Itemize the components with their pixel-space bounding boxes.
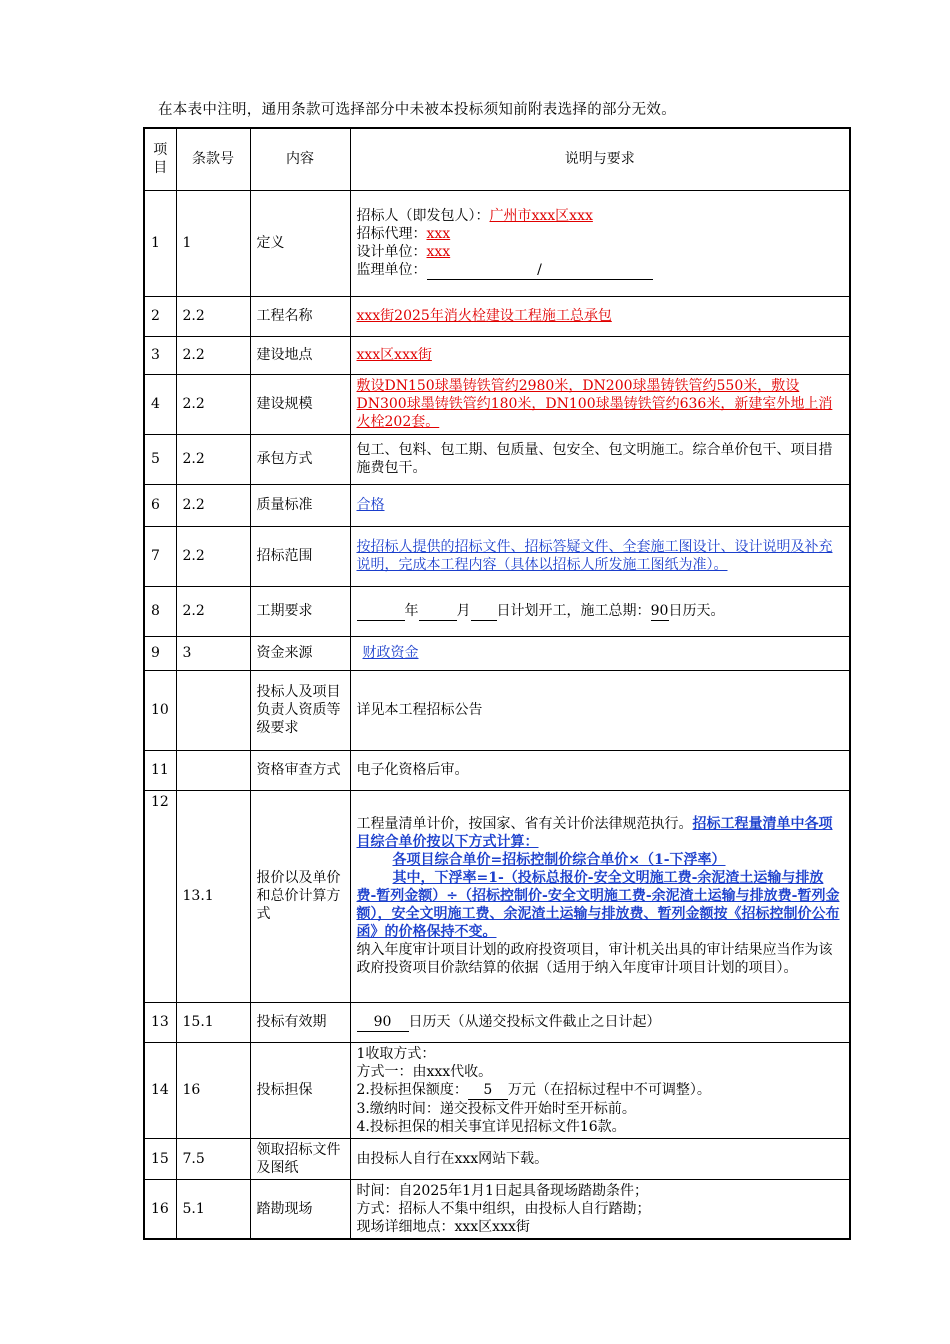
fund-source: 财政资金 xyxy=(362,645,419,661)
supervisor-value: / xyxy=(427,261,653,280)
pricing-discount-text: 其中，下浮率=1-（投标总报价-安全文明施工费-余泥渣土运输与排放费-暂列金额）÷（招标控制价-安全文明施工费-余泥渣土运输与排放费-暂列金额），安全文明施工费、余泥渣土运输与排放费、暂列金额按《招标控制价公布函》的价格保持不变。 xyxy=(356,870,840,940)
row-content: 领取招标文件及图纸 xyxy=(250,1138,350,1179)
tenderer-value: 广州市xxx区xxx xyxy=(489,207,593,224)
row-desc: 电子化资格后审。 xyxy=(350,750,850,790)
table-row xyxy=(144,790,850,1002)
site-visit-location: 现场详细地点：xxx区xxx街 xyxy=(356,1218,530,1235)
row-content: 质量标准 xyxy=(250,484,350,526)
row-no: 12 xyxy=(144,790,176,1002)
site-visit-time: 时间：自2025年1月1日起具备现场踏勘条件； xyxy=(356,1182,648,1199)
row-content: 踏勘现场 xyxy=(250,1179,350,1239)
header-clause: 条款号 xyxy=(176,128,250,190)
blank-month xyxy=(419,602,457,621)
table-row xyxy=(144,636,850,670)
row-clause xyxy=(176,750,250,790)
row-content: 投标担保 xyxy=(250,1042,350,1138)
row-no: 11 xyxy=(144,750,176,790)
row-clause: 16 xyxy=(176,1042,250,1138)
table-row xyxy=(144,374,850,434)
site-visit-method: 方式：招标人不集中组织，由投标人自行踏勘； xyxy=(356,1200,651,1217)
row-no: 5 xyxy=(144,434,176,484)
pricing-formula xyxy=(357,851,844,869)
row-no: 13 xyxy=(144,1002,176,1042)
project-name: xxx街2025年消火栓建设工程施工总承包 xyxy=(356,308,612,324)
row-content: 承包方式 xyxy=(250,434,350,484)
designer-label: 设计单位： xyxy=(356,243,427,260)
row-desc xyxy=(350,586,850,636)
row-clause: 2.2 xyxy=(176,586,250,636)
pricing-discount xyxy=(357,869,844,941)
blank-day xyxy=(471,602,497,621)
row-no: 10 xyxy=(144,670,176,750)
agent-value: xxx xyxy=(426,225,451,242)
row-clause: 2.2 xyxy=(176,374,250,434)
start-label: 日计划开工，施工总期： xyxy=(496,602,651,619)
row-desc xyxy=(350,790,850,1002)
row-clause: 2.2 xyxy=(176,526,250,586)
row-no: 14 xyxy=(144,1042,176,1138)
row-no: 15 xyxy=(144,1138,176,1179)
row-content: 投标有效期 xyxy=(250,1002,350,1042)
pricing-rule-intro: 招标工程量清单中各项目综合单价按以下方式计算： xyxy=(356,816,833,850)
row-clause: 2.2 xyxy=(176,434,250,484)
row-no: 2 xyxy=(144,296,176,336)
row-content: 建设规模 xyxy=(250,374,350,434)
pricing-formula-text: 各项目综合单价=招标控制价综合单价×（1-下浮率） xyxy=(392,852,726,868)
duration-days: 90 xyxy=(650,602,669,619)
row-desc xyxy=(350,636,850,670)
table-row xyxy=(144,670,850,750)
table-row xyxy=(144,484,850,526)
row-content: 工期要求 xyxy=(250,586,350,636)
table-row xyxy=(144,296,850,336)
year-label: 年 xyxy=(404,602,419,619)
guarantee-line-5: 4.投标担保的相关事宜详见招标文件16款。 xyxy=(356,1118,626,1135)
pricing-audit: 纳入年度审计项目计划的政府投资项目，审计机关出具的审计结果应当作为该政府投资项目价款结算的依据（适用于纳入年度审计项目计划的项目）。 xyxy=(356,942,833,976)
guarantee-line-1: 1收取方式： xyxy=(356,1045,436,1062)
row-desc: 由投标人自行在xxx网站下载。 xyxy=(350,1138,850,1179)
supervisor-label: 监理单位： xyxy=(356,261,427,278)
table-row xyxy=(144,586,850,636)
row-no: 6 xyxy=(144,484,176,526)
guarantee-amount: 5 xyxy=(468,1081,508,1100)
guarantee-line-4: 3.缴纳时间：递交投标文件开始时至开标前。 xyxy=(356,1100,636,1117)
pricing-law: 工程量清单计价，按国家、省有关计价法律规范执行。 xyxy=(356,816,693,832)
row-desc xyxy=(350,296,850,336)
project-scale: 敷设DN150球墨铸铁管约2980米，DN200球墨铸铁管约550米，敷设DN300球墨铸铁管约180米，DN100球墨铸铁管约636米，新建室外地上消火栓202套。 xyxy=(356,378,833,430)
row-desc xyxy=(350,484,850,526)
row-clause: 2.2 xyxy=(176,336,250,374)
designer-line xyxy=(357,243,844,261)
row-content: 资格审查方式 xyxy=(250,750,350,790)
table-row xyxy=(144,336,850,374)
table-row xyxy=(144,1042,850,1138)
row-clause: 1 xyxy=(176,190,250,296)
project-location: xxx区xxx街 xyxy=(356,347,432,363)
row-no: 8 xyxy=(144,586,176,636)
header-desc: 说明与要求 xyxy=(350,128,850,190)
table-row xyxy=(144,434,850,484)
row-content: 定义 xyxy=(250,190,350,296)
row-clause: 5.1 xyxy=(176,1179,250,1239)
table-header-row xyxy=(144,128,850,190)
row-content: 工程名称 xyxy=(250,296,350,336)
tenderer-label: 招标人（即发包人）： xyxy=(356,207,490,224)
guarantee-line-2: 方式一：由xxx代收。 xyxy=(356,1063,493,1080)
row-clause: 13.1 xyxy=(176,790,250,1002)
guarantee-amount-unit: 万元（在招标过程中不可调整）。 xyxy=(507,1081,711,1098)
month-label: 月 xyxy=(456,602,471,619)
table-row xyxy=(144,526,850,586)
row-desc xyxy=(350,1179,850,1239)
row-content: 招标范围 xyxy=(250,526,350,586)
row-desc xyxy=(350,374,850,434)
guarantee-amount-label: 2.投标担保额度： xyxy=(356,1081,468,1098)
row-content: 投标人及项目负责人资质等级要求 xyxy=(250,670,350,750)
row-clause: 3 xyxy=(176,636,250,670)
row-no: 7 xyxy=(144,526,176,586)
header-item-label: 项 目 xyxy=(153,142,168,177)
row-desc xyxy=(350,526,850,586)
table-row xyxy=(144,1179,850,1239)
row-no: 9 xyxy=(144,636,176,670)
guarantee-line-3 xyxy=(357,1081,844,1100)
table-row xyxy=(144,1138,850,1179)
row-no: 3 xyxy=(144,336,176,374)
row-clause: 2.2 xyxy=(176,484,250,526)
tenderer-line xyxy=(357,207,844,225)
header-item xyxy=(144,128,176,190)
row-no: 4 xyxy=(144,374,176,434)
pricing-para-1 xyxy=(357,815,844,851)
row-content: 报价以及单价和总价计算方式 xyxy=(250,790,350,1002)
row-clause: 7.5 xyxy=(176,1138,250,1179)
row-desc xyxy=(350,190,850,296)
row-no: 16 xyxy=(144,1179,176,1239)
duration-unit: 日历天。 xyxy=(668,602,725,619)
table-row xyxy=(144,190,850,296)
quality-standard: 合格 xyxy=(356,497,385,513)
blank-year xyxy=(357,602,405,621)
row-no: 1 xyxy=(144,190,176,296)
row-desc: 包工、包料、包工期、包质量、包安全、包文明施工。综合单价包干、项目措施费包干。 xyxy=(350,434,850,484)
agent-line xyxy=(357,225,844,243)
row-desc: 详见本工程招标公告 xyxy=(350,670,850,750)
intro-note: 在本表中注明，通用条款可选择部分中未被本投标须知前附表选择的部分无效。 xyxy=(158,102,676,118)
row-desc xyxy=(350,1002,850,1042)
supervisor-line xyxy=(357,261,844,280)
row-desc xyxy=(350,336,850,374)
validity-days: 90 xyxy=(357,1013,409,1032)
row-clause xyxy=(176,670,250,750)
row-clause: 2.2 xyxy=(176,296,250,336)
row-content: 资金来源 xyxy=(250,636,350,670)
table-row xyxy=(144,1002,850,1042)
table-row xyxy=(144,750,850,790)
agent-label: 招标代理： xyxy=(356,225,427,242)
row-content: 建设地点 xyxy=(250,336,350,374)
header-content: 内容 xyxy=(250,128,350,190)
tender-info-table xyxy=(143,127,851,1240)
validity-desc: 日历天（从递交投标文件截止之日计起） xyxy=(408,1013,661,1030)
tender-scope: 按招标人提供的招标文件、招标答疑文件、全套施工图设计、设计说明及补充说明，完成本工程内容（具体以招标人所发施工图纸为准）。 xyxy=(356,539,833,573)
row-clause: 15.1 xyxy=(176,1002,250,1042)
row-desc xyxy=(350,1042,850,1138)
designer-value: xxx xyxy=(426,243,451,260)
